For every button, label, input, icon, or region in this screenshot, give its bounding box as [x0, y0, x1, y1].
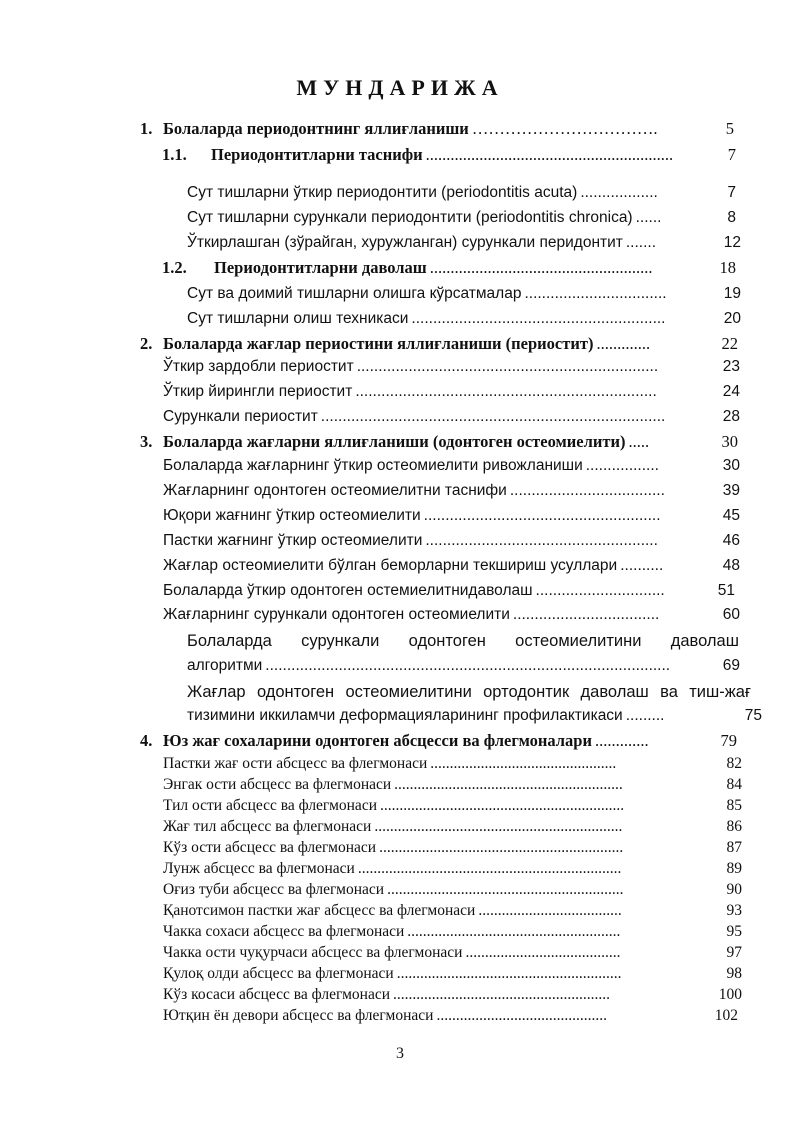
toc-leader: .............................................................: [387, 881, 624, 898]
toc-label: алгоритми: [187, 657, 263, 674]
toc-item[interactable]: [163, 943, 742, 963]
toc-leader: ........................................: [465, 944, 621, 961]
toc-item-wrapped-line[interactable]: [187, 631, 739, 651]
toc-item[interactable]: [163, 357, 740, 377]
toc-leader: .................: [585, 457, 659, 474]
toc-chapter-1[interactable]: [140, 119, 734, 139]
toc-number: 4.: [140, 731, 153, 750]
toc-item[interactable]: [163, 964, 742, 984]
toc-page: 12: [723, 234, 741, 251]
toc-label: Жағлар остеомиелити бўлган беморларни текшириш усуллари: [163, 557, 618, 574]
toc-leader: ..................................: [512, 606, 660, 623]
toc-chapter-4[interactable]: [140, 731, 737, 751]
toc-item[interactable]: [163, 456, 740, 476]
toc-item[interactable]: [163, 922, 742, 942]
toc-leader: .....: [628, 432, 650, 451]
toc-leader: ......................................................: [425, 532, 658, 549]
toc-label: Сут тишларни олиш техникаси: [187, 310, 409, 327]
toc-label: Болаларда жағлар периостини яллиғланиши (периостит): [163, 334, 594, 353]
toc-page: 19: [723, 285, 741, 302]
toc-item[interactable]: [163, 838, 742, 858]
toc-item[interactable]: [187, 706, 762, 726]
toc-label: Чакка ости чуқурчаси абсцесс ва флегмонаси: [163, 944, 463, 961]
toc-item[interactable]: [187, 656, 740, 676]
toc-page: 39: [722, 482, 740, 499]
toc-word: Болаларда: [187, 632, 272, 650]
toc-page: 30: [722, 457, 740, 474]
toc-item[interactable]: [163, 407, 740, 427]
page-number: 3: [396, 1045, 404, 1062]
toc-label: Тил ости абсцесс ва флегмонаси: [163, 797, 377, 814]
toc-page: 60: [722, 606, 740, 623]
toc-page: 7: [727, 184, 736, 201]
toc-label: Кўз косаси абсцесс ва флегмонаси: [163, 986, 391, 1003]
toc-item[interactable]: [163, 754, 742, 774]
toc-item[interactable]: [163, 796, 742, 816]
toc-label: Болаларда ўткир одонтоген остемиелитнидаволаш: [163, 582, 533, 599]
toc-chapter-3[interactable]: [140, 432, 738, 452]
toc-page: 97: [726, 944, 742, 961]
toc-page: 82: [726, 755, 742, 772]
toc-page: 45: [722, 507, 740, 524]
toc-page: 100: [718, 986, 742, 1003]
toc-leader: ..........: [620, 557, 664, 574]
toc-leader: .......................................................: [423, 507, 661, 524]
toc-leader: ...........................................................: [394, 776, 623, 793]
toc-section-1-2[interactable]: [162, 258, 736, 278]
toc-number: 1.: [140, 119, 153, 138]
toc-item[interactable]: [187, 233, 741, 253]
toc-leader: .......................................................: [407, 923, 621, 940]
toc-page: 87: [726, 839, 742, 856]
toc-item[interactable]: [163, 382, 740, 402]
page-title: МУНДАРИЖА: [296, 75, 504, 100]
toc-word: остеомиелитини: [345, 683, 472, 701]
toc-item[interactable]: [163, 817, 742, 837]
toc-item[interactable]: [187, 309, 741, 329]
toc-item-wrapped-line[interactable]: [187, 682, 751, 702]
toc-leader: ......................................................................: [355, 383, 657, 400]
toc-leader: ..............................: [535, 582, 665, 599]
toc-label: Ўткир йирингли периостит: [163, 383, 353, 400]
toc-page: 89: [726, 860, 742, 877]
toc-leader: ...............................................................: [380, 797, 625, 814]
toc-item[interactable]: [163, 775, 742, 795]
toc-leader: .............: [596, 334, 651, 353]
toc-section-1-1[interactable]: [162, 145, 736, 165]
toc-page: 24: [722, 383, 740, 400]
toc-leader: ................................................................: [374, 818, 623, 835]
toc-leader: ..................: [580, 184, 658, 201]
toc-item[interactable]: [187, 183, 736, 203]
toc-page: 30: [721, 432, 738, 451]
toc-leader: ......................................................: [429, 258, 653, 277]
toc-page: 86: [726, 818, 742, 835]
toc-label: Ютқин ён девори абсцесс ва флегмонаси: [163, 1007, 434, 1024]
toc-number: 2.: [140, 334, 153, 353]
toc-item[interactable]: [163, 859, 742, 879]
toc-leader: ...........................................................: [411, 310, 666, 327]
toc-page: 69: [722, 657, 740, 674]
toc-label: Ўткир зардобли периостит: [163, 358, 354, 375]
toc-leader: ........................................................: [393, 986, 611, 1003]
toc-label: Болаларда жағларни яллиғланиши (одонтоген остеомиелити): [163, 432, 626, 451]
toc-label: Кўз ости абсцесс ва флегмонаси: [163, 839, 377, 856]
toc-page: 98: [726, 965, 742, 982]
toc-label: Периодонтитларни даволаш: [214, 258, 427, 277]
toc-label: Қулоқ олди абсцесс ва флегмонаси: [163, 965, 394, 982]
toc-word: даволаш: [580, 683, 649, 701]
toc-leader: .....................................: [478, 902, 622, 919]
toc-label: Сут тишларни ўткир периодонтити (periodontitis acuta): [187, 184, 578, 201]
toc-label: Юз жағ сохаларини одонтоген абсцесси ва флегмоналари: [163, 731, 592, 750]
toc-leader: ....................................................................: [357, 860, 622, 877]
toc-label: Сурункали периостит: [163, 408, 318, 425]
toc-word: даволаш: [670, 632, 739, 650]
toc-leader: ..........................................................: [396, 965, 622, 982]
toc-page: 85: [726, 797, 742, 814]
toc-chapter-2[interactable]: [140, 334, 738, 354]
toc-page: 95: [726, 923, 742, 940]
toc-leader: ................................................: [430, 755, 617, 772]
toc-number: 1.2.: [162, 258, 187, 277]
toc-label: Энгак ости абсцесс ва флегмонаси: [163, 776, 392, 793]
toc-page: 22: [721, 334, 738, 353]
toc-leader: ................................................................................: [320, 408, 666, 425]
toc-page: 48: [722, 557, 740, 574]
toc-leader: ..............................................................................................: [265, 657, 671, 674]
toc-leader: ...............................................................: [379, 839, 624, 856]
toc-item[interactable]: [163, 1006, 738, 1026]
toc-leader: ............................................: [436, 1007, 607, 1024]
toc-page: 20: [723, 310, 741, 327]
toc-item[interactable]: [163, 605, 740, 625]
toc-page: 18: [719, 258, 736, 277]
toc-page: 46: [722, 532, 740, 549]
toc-leader: …………………………….: [471, 119, 658, 138]
toc-item[interactable]: [163, 556, 740, 576]
toc-leader: .............: [594, 731, 649, 750]
toc-item[interactable]: [163, 581, 735, 601]
toc-word: ортодонтик: [483, 683, 570, 701]
toc-item[interactable]: [163, 880, 742, 900]
toc-page: 5: [725, 119, 734, 138]
toc-page: 79: [720, 731, 737, 750]
toc-label: Чакка сохаси абсцесс ва флегмонаси: [163, 923, 405, 940]
toc-label: Лунж абсцесс ва флегмонаси: [163, 860, 355, 877]
toc-item[interactable]: [163, 481, 740, 501]
toc-leader: ......: [635, 209, 662, 226]
toc-label: Жағларнинг одонтоген остеомиелитни таснифи: [163, 482, 507, 499]
toc-label: Юқори жағнинг ўткир остеомиелити: [163, 507, 421, 524]
toc-label: Қанотсимон пастки жағ абсцесс ва флегмонаси: [163, 902, 476, 919]
toc-number: 1.1.: [162, 145, 187, 164]
toc-page: 8: [727, 209, 736, 226]
toc-leader: .................................: [524, 285, 667, 302]
toc-word: Жағлар: [187, 683, 246, 701]
toc-word: сурункали: [301, 632, 380, 650]
toc-label: Жағ тил абсцесс ва флегмонаси: [163, 818, 372, 835]
toc-item[interactable]: [163, 985, 742, 1005]
toc-label: Сут тишларни сурункали периодонтити (periodontitis chronica): [187, 209, 633, 226]
toc-page: 23: [722, 358, 740, 375]
toc-page: 90: [726, 881, 742, 898]
toc-leader: ......................................................................: [356, 358, 659, 375]
toc-item[interactable]: [163, 506, 740, 526]
toc-item[interactable]: [187, 284, 741, 304]
toc-word: тиш-жағ: [689, 683, 751, 701]
toc-label: Жағларнинг сурункали одонтоген остеомиелити: [163, 606, 510, 623]
toc-leader: .......: [625, 234, 657, 251]
toc-item[interactable]: [187, 208, 736, 228]
toc-word: остеомиелитини: [515, 632, 642, 650]
toc-label: Болаларда жағларнинг ўткир остеомиелити ривожланиши: [163, 457, 583, 474]
toc-label: Болаларда периодонтнинг яллиғланиши: [163, 119, 469, 138]
toc-label: Оғиз туби абсцесс ва флегмонаси: [163, 881, 385, 898]
toc-item[interactable]: [163, 901, 742, 921]
toc-page: 102: [714, 1007, 738, 1024]
toc-label: Ўткирлашган (зўрайган, хуружланган) сурункали перидонтит: [187, 234, 623, 251]
toc-word: одонтоген: [408, 632, 486, 650]
toc-page: 51: [717, 582, 735, 599]
toc-leader: .........: [625, 707, 665, 724]
toc-item[interactable]: [163, 531, 740, 551]
toc-leader: ....................................: [509, 482, 665, 499]
toc-word: одонтоген: [256, 683, 335, 701]
toc-page: 84: [726, 776, 742, 793]
toc-leader: ............................................................: [425, 145, 674, 164]
toc-label: Сут ва доимий тишларни олишга кўрсатмалар: [187, 285, 522, 302]
toc-label: Пастки жағнинг ўткир остеомиелити: [163, 532, 423, 549]
toc-label: тизимини иккиламчи деформацияларининг профилактикаси: [187, 707, 623, 724]
toc-label: Периодонтитларни таснифи: [211, 145, 423, 164]
toc-page: 28: [722, 408, 740, 425]
toc-page: 75: [744, 707, 762, 724]
toc-page: 93: [726, 902, 742, 919]
toc-number: 3.: [140, 432, 153, 451]
toc-word: ва: [660, 683, 678, 701]
toc-label: Пастки жағ ости абсцесс ва флегмонаси: [163, 755, 428, 772]
toc-page: 7: [727, 145, 736, 164]
